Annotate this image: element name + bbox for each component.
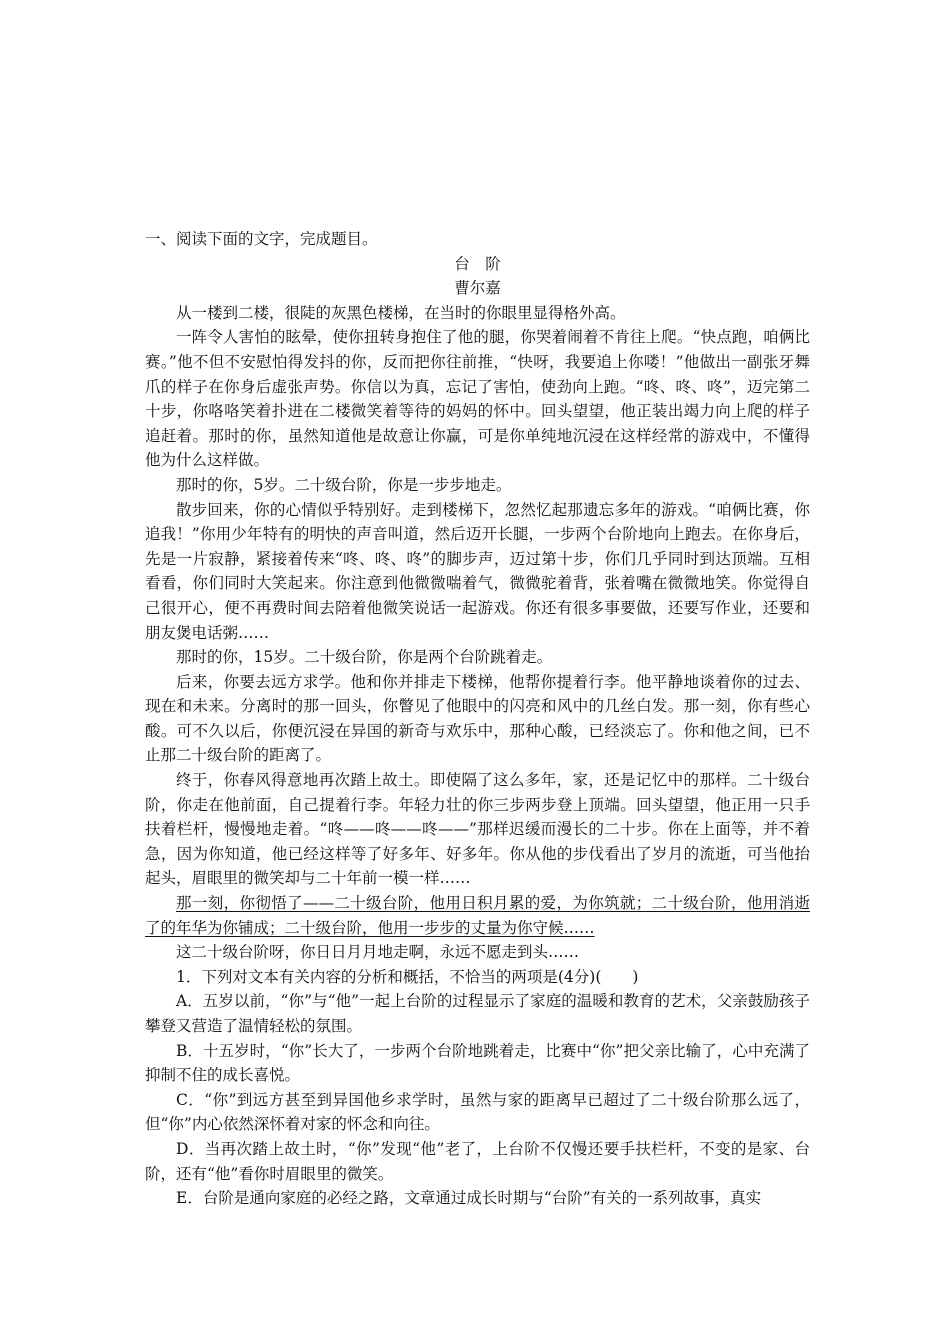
- underlined-paragraph: 那一刻，你彻悟了——二十级台阶，他用日积月累的爱，为你筑就；二十级台阶，他用消逝了的年华为你铺成；二十级台阶，他用一步步的丈量为你守候……: [145, 894, 810, 937]
- question-option-e: E．台阶是通向家庭的必经之路，文章通过成长时期与“台阶”有关的一系列故事，真实: [176, 1189, 762, 1208]
- article-paragraph-1: 从一楼到二楼，很陡的灰黑色楼梯，在当时的你眼里显得格外高。: [176, 303, 626, 322]
- article-paragraph-3: 那时的你，5岁。二十级台阶，你是一步步地走。: [176, 475, 512, 494]
- question-option-b: B．十五岁时，“你”长大了，一步两个台阶地跳着走，比赛中“你”把父亲比输了，心中充满了抑制不住的成长喜悦。: [145, 1041, 810, 1085]
- closing-paragraph: 这二十级台阶呀，你日日月月地走啊，永远不愿走到头……: [176, 943, 580, 962]
- article-title: 台 阶: [454, 254, 501, 273]
- question-option-c: C．“你”到远方甚至到异国他乡求学时，虽然与家的距离早已超过了二十级台阶那么远了，但“你”内心依然深怀着对家的怀念和向往。: [145, 1090, 810, 1134]
- document-body: [145, 227, 810, 1211]
- article-paragraph-6: 后来，你要去远方求学。他和你并排走下楼梯，他帮你提着行李。他平静地谈着你的过去、现在和未来。分离时的那一回头，你瞥见了他眼中的闪亮和风中的几丝白发。那一刻，你有些心酸。可不久以后，你便沉浸在异国的新奇与欢乐中，那种心酸，已经淡忘了。你和他之间，已不止那二十级台阶的距离了。: [145, 672, 810, 765]
- question-stem: 1．下列对文本有关内容的分析和概括，不恰当的两项是(4分)( ): [176, 967, 639, 986]
- article-author: 曹尔嘉: [454, 279, 501, 298]
- article-paragraph-7: 终于，你春风得意地再次踏上故土。即使隔了这么多年，家，还是记忆中的那样。二十级台阶，你走在他前面，自己提着行李。年轻力壮的你三步两步登上顶端。回头望望，他正用一只手扶着栏杆，慢慢地走着。“咚——咚——咚——”那样迟缓而漫长的二十步。你在上面等，并不着急，因为你知道，他已经这样等了好多年、好多年。你从他的步伐看出了岁月的流逝，可当他抬起头，眉眼里的微笑却与二十年前一模一样……: [145, 771, 810, 888]
- question-option-a: A．五岁以前，“你”与“他”一起上台阶的过程显示了家庭的温暖和教育的艺术，父亲鼓励孩子攀登又营造了温情轻松的氛围。: [145, 992, 810, 1035]
- article-paragraph-5: 那时的你，15岁。二十级台阶，你是两个台阶跳着走。: [176, 648, 553, 667]
- question-option-d: D．当再次踏上故土时，“你”发现“他”老了，上台阶不仅慢还要手扶栏杆，不变的是家、台阶，还有“他”看你时眉眼里的微笑。: [145, 1139, 810, 1183]
- article-paragraph-4: 散步回来，你的心情似乎特别好。走到楼梯下，忽然忆起那遗忘多年的游戏。“咱俩比赛，你追我！”你用少年特有的明快的声音叫道，然后迈开长腿，一步两个台阶地向上跑去。在你身后，先是一片寂静，紧接着传来“咚、咚、咚”的脚步声，迈过第十步，你们几乎同时到达顶端。互相看看，你们同时大笑起来。你注意到他微微喘着气，微微驼着背，张着嘴在微微地笑。你觉得自己很开心，便不再费时间去陪着他微笑说话一起游戏。你还有很多事要做，还要写作业，还要和朋友煲电话粥……: [145, 500, 810, 642]
- article-paragraph-2: 一阵令人害怕的眩晕，使你扭转身抱住了他的腿，你哭着闹着不肯往上爬。“快点跑，咱俩比赛。”他不但不安慰怕得发抖的你，反而把你往前推，“快呀，我要追上你喽！”他做出一副张牙舞爪的样子在你身后虚张声势。你信以为真，忘记了害怕，使劲向上跑。“咚、咚、咚”，迈完第二十步，你咯咯笑着扑进在二楼微笑着等待的妈妈的怀中。回头望望，他正装出竭力向上爬的样子追赶着。那时的你，虽然知道他是故意让你赢，可是你单纯地沉浸在这样经常的游戏中，不懂得他为什么这样做。: [145, 328, 810, 470]
- section-heading: 一、阅读下面的文字，完成题目。: [145, 230, 378, 248]
